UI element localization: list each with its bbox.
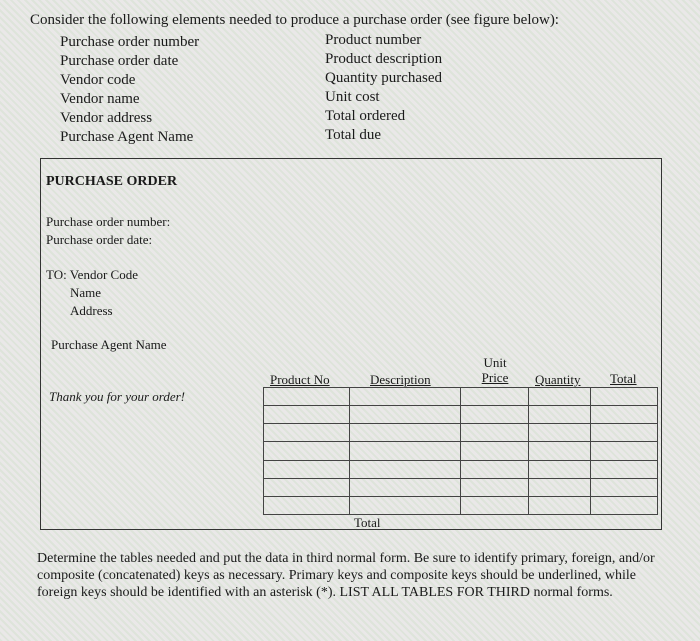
column-header-unit: Unit	[483, 355, 507, 370]
elements-left-list	[60, 33, 199, 147]
elements-right-list	[325, 31, 442, 145]
table-row	[264, 424, 658, 442]
column-header-price: Price	[481, 370, 509, 385]
agent-label: Purchase Agent Name	[51, 337, 167, 352]
table-row	[264, 388, 658, 406]
thanks-note: Thank you for your order!	[49, 389, 186, 404]
vendor-address-label: Address	[70, 303, 113, 318]
vendor-code-label: TO: Vendor Code	[46, 267, 138, 282]
order-lines-table	[263, 387, 658, 515]
list-item: Vendor code	[60, 72, 136, 88]
question-text: Determine the tables needed and put the data in third normal form. Be sure to identify primary, foreign, and/or composite (concatenated) keys as necessary. Primary keys and composite keys should be underlined, while foreign keys should be identified with an asterisk (*). LIST ALL TABLES FOR THIRD normal forms.	[37, 551, 655, 600]
column-header-description: Description	[370, 372, 431, 387]
grand-total-label: Total	[354, 515, 381, 530]
vendor-block	[46, 266, 138, 320]
po-date-label: Purchase order date:	[46, 232, 153, 247]
list-item: Purchase order date	[60, 53, 179, 69]
table-row	[264, 460, 658, 478]
column-header-unit-price	[480, 355, 510, 385]
list-item: Total due	[325, 127, 382, 143]
table-row	[264, 406, 658, 424]
list-item: Purchase order number	[60, 34, 200, 50]
column-header-total: Total	[610, 371, 637, 386]
table-row	[264, 478, 658, 496]
list-item: Product description	[325, 51, 443, 67]
column-header-quantity: Quantity	[535, 372, 581, 387]
table-row	[264, 496, 658, 514]
list-item: Purchase Agent Name	[60, 129, 194, 145]
list-item: Unit cost	[325, 89, 380, 105]
vendor-name-label: Name	[70, 285, 102, 300]
list-item: Vendor address	[60, 110, 153, 126]
po-number-label: Purchase order number:	[46, 214, 171, 229]
list-item: Product number	[325, 32, 422, 48]
table-row	[264, 442, 658, 460]
list-item: Quantity purchased	[325, 70, 443, 86]
intro-text: Consider the following elements needed to produce a purchase order (see figure below):	[30, 12, 559, 28]
form-title: PURCHASE ORDER	[46, 174, 178, 189]
po-header-fields	[46, 213, 170, 249]
list-item: Total ordered	[325, 108, 406, 124]
column-header-product-no: Product No	[270, 372, 330, 387]
list-item: Vendor name	[60, 91, 140, 107]
